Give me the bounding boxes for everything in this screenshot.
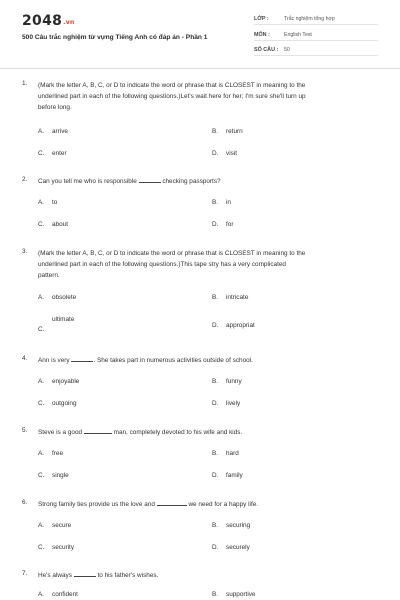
option-letter: C. bbox=[38, 326, 45, 333]
option-text: visit bbox=[226, 150, 238, 157]
question-number: 6. bbox=[22, 499, 28, 506]
option-d[interactable] bbox=[212, 150, 237, 157]
logo-text: 2048 bbox=[22, 13, 63, 29]
meta-subject-value: English Test bbox=[284, 32, 312, 38]
option-b[interactable] bbox=[212, 294, 248, 301]
answer-blank bbox=[139, 177, 161, 183]
option-c[interactable] bbox=[38, 472, 69, 479]
question-text-before: Ann is very bbox=[38, 357, 70, 364]
option-d[interactable] bbox=[212, 221, 233, 228]
option-letter: A. bbox=[38, 591, 45, 598]
option-text: confident bbox=[52, 591, 78, 598]
question-text-line: (Mark the letter A, B, C, or D to indicate the word or phrase that is CLOSEST in meaning to the bbox=[38, 250, 306, 257]
option-text: supportive bbox=[226, 591, 256, 598]
question-text-after: checking passports? bbox=[162, 178, 221, 185]
option-letter: B. bbox=[212, 378, 219, 385]
option-letter: D. bbox=[212, 544, 219, 551]
option-letter: A. bbox=[38, 522, 45, 529]
option-letter: A. bbox=[38, 128, 45, 135]
option-letter: C. bbox=[38, 544, 45, 551]
option-a[interactable] bbox=[38, 128, 68, 135]
option-letter: A. bbox=[38, 199, 45, 206]
option-letter: A. bbox=[38, 378, 45, 385]
option-text: securely bbox=[226, 544, 250, 551]
question-number: 4. bbox=[22, 355, 28, 362]
option-b[interactable] bbox=[212, 591, 256, 598]
question-text-line: underlined part in each of the following questions.)This tape stry has a very complicated bbox=[38, 261, 286, 268]
option-a[interactable] bbox=[38, 522, 71, 529]
option-letter: C. bbox=[38, 400, 45, 407]
question-text-before: He's always bbox=[38, 572, 72, 579]
question-text-after: man, completely devoted to his wife and kids. bbox=[113, 429, 243, 436]
option-a[interactable] bbox=[38, 294, 76, 301]
option-text: security bbox=[52, 544, 75, 551]
option-d[interactable] bbox=[212, 472, 243, 479]
option-b[interactable] bbox=[212, 199, 231, 206]
site-logo[interactable] bbox=[22, 13, 75, 29]
meta-count-row bbox=[254, 44, 378, 56]
option-text: obsolete bbox=[52, 294, 77, 301]
option-text: secure bbox=[52, 522, 72, 529]
answer-blank bbox=[74, 571, 96, 577]
option-letter: A. bbox=[38, 294, 45, 301]
option-text: appropriat bbox=[226, 322, 255, 329]
option-b[interactable] bbox=[212, 522, 250, 529]
question-text-before: Can you tell me who is responsible bbox=[38, 178, 137, 185]
option-text: securing bbox=[226, 522, 251, 529]
question-number: 5. bbox=[22, 427, 28, 434]
question-text-line: (Mark the letter A, B, C, or D to indicate the word or phrase that is CLOSEST in meaning to the bbox=[38, 82, 306, 89]
question-text-after: . She takes part in numerous activities outside of school. bbox=[93, 357, 253, 364]
question-text-after: to his father's wishes. bbox=[97, 572, 159, 579]
option-letter: D. bbox=[212, 472, 219, 479]
option-letter: B. bbox=[212, 522, 219, 529]
logo-suffix: .vn bbox=[63, 19, 75, 26]
option-letter: A. bbox=[38, 450, 45, 457]
option-b[interactable] bbox=[212, 450, 239, 457]
header-divider bbox=[0, 68, 400, 69]
option-d[interactable] bbox=[212, 322, 255, 329]
option-text: hard bbox=[226, 450, 239, 457]
option-d[interactable] bbox=[212, 544, 250, 551]
question-number: 7. bbox=[22, 570, 28, 577]
option-letter: C. bbox=[38, 150, 45, 157]
answer-blank bbox=[157, 500, 187, 506]
question-text-line: before long. bbox=[38, 104, 72, 111]
option-letter: D. bbox=[212, 322, 219, 329]
option-text: outgoing bbox=[52, 400, 77, 407]
question-text-before: Steve is a good bbox=[38, 429, 83, 436]
meta-class-label: LỚP : bbox=[254, 16, 269, 22]
option-text: enter bbox=[52, 150, 67, 157]
question-number: 2. bbox=[22, 176, 28, 183]
question-text bbox=[38, 248, 383, 281]
option-text: enjoyable bbox=[52, 378, 80, 385]
meta-count-value: 50 bbox=[284, 47, 290, 53]
option-text: to bbox=[52, 199, 58, 206]
option-letter: C. bbox=[38, 221, 45, 228]
option-letter: B. bbox=[212, 128, 219, 135]
option-letter: D. bbox=[212, 221, 219, 228]
option-text: for bbox=[226, 221, 234, 228]
option-c[interactable] bbox=[38, 316, 98, 336]
option-letter: B. bbox=[212, 450, 219, 457]
option-letter: B. bbox=[212, 591, 219, 598]
page-header bbox=[0, 0, 400, 68]
option-c[interactable] bbox=[38, 221, 68, 228]
option-text: intricate bbox=[226, 294, 249, 301]
option-text: single bbox=[52, 472, 69, 479]
question-text-before: Strong family ties provide us the love and bbox=[38, 501, 155, 508]
option-letter: B. bbox=[212, 199, 219, 206]
option-d[interactable] bbox=[212, 400, 240, 407]
question-text bbox=[38, 427, 383, 438]
option-c[interactable] bbox=[38, 544, 74, 551]
question-text bbox=[38, 176, 383, 187]
question-text bbox=[38, 80, 383, 113]
option-a[interactable] bbox=[38, 450, 63, 457]
question-number: 3. bbox=[22, 248, 28, 255]
option-letter: B. bbox=[212, 294, 219, 301]
option-b[interactable] bbox=[212, 378, 242, 385]
document-title: 500 Câu trắc nghiệm từ vựng Tiếng Anh có đáp án - Phần 1 bbox=[22, 34, 208, 41]
option-text: about bbox=[52, 221, 68, 228]
question-text bbox=[38, 570, 383, 581]
option-letter: C. bbox=[38, 472, 45, 479]
meta-count-label: SỐ CÂU : bbox=[254, 47, 279, 53]
option-letter: D. bbox=[212, 150, 219, 157]
question-text bbox=[38, 355, 383, 366]
option-text: arrive bbox=[52, 128, 68, 135]
question-text-after: we need for a happy life. bbox=[188, 501, 259, 508]
question-text-line: pattern. bbox=[38, 272, 60, 279]
option-text: free bbox=[52, 450, 64, 457]
option-a[interactable] bbox=[38, 378, 79, 385]
option-text: ultimate bbox=[52, 316, 75, 323]
option-text: funny bbox=[226, 378, 242, 385]
question-number: 1. bbox=[22, 80, 28, 87]
option-a[interactable] bbox=[38, 591, 78, 598]
option-text: return bbox=[226, 128, 243, 135]
answer-blank bbox=[84, 428, 112, 434]
option-text: in bbox=[226, 199, 231, 206]
meta-subject-label: MÔN : bbox=[254, 32, 270, 38]
question-text-line: underlined part in each of the following questions.)Let's wait here for her; I'm sure she'll turn up bbox=[38, 93, 306, 100]
option-text: lively bbox=[226, 400, 241, 407]
meta-class-value: Trắc nghiệm tổng hợp bbox=[284, 16, 335, 22]
option-a[interactable] bbox=[38, 199, 57, 206]
question-text bbox=[38, 499, 383, 510]
option-c[interactable] bbox=[38, 150, 67, 157]
meta-subject-row bbox=[254, 29, 378, 41]
option-text: family bbox=[226, 472, 243, 479]
option-letter: D. bbox=[212, 400, 219, 407]
option-c[interactable] bbox=[38, 400, 77, 407]
option-b[interactable] bbox=[212, 128, 243, 135]
meta-class-row bbox=[254, 13, 378, 25]
answer-blank bbox=[71, 356, 93, 362]
